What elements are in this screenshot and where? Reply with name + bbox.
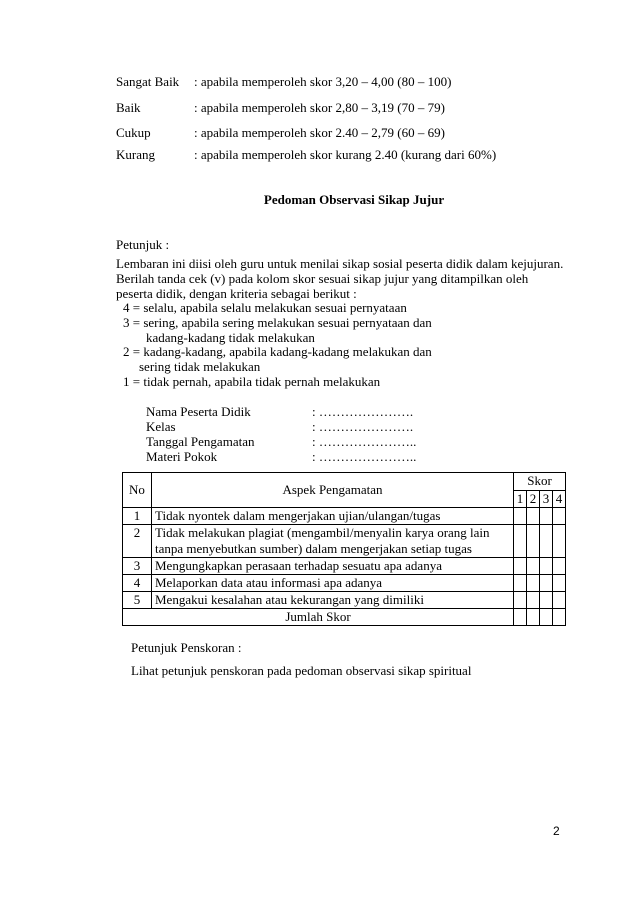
scale-line: 1 = tidak pernah, apabila tidak pernah melakukan <box>123 374 381 389</box>
table-header-row <box>123 473 566 491</box>
scale-line: 3 = sering, apabila sering melakukan sesuai pernyataan dan <box>123 315 432 330</box>
score-cell[interactable] <box>540 592 553 609</box>
page-number: 2 <box>553 824 560 838</box>
table-row <box>123 558 566 575</box>
score-cell[interactable] <box>527 575 540 592</box>
criteria-desc: : apabila memperoleh skor 2.40 – 2,79 (60 – 69) <box>194 125 445 140</box>
penskoran-text: Lihat petunjuk penskoran pada pedoman observasi sikap spiritual <box>131 663 472 678</box>
header-aspek: Aspek Pengamatan <box>152 473 514 508</box>
instruction-line: Lembaran ini diisi oleh guru untuk menilai sikap sosial peserta didik dalam kejujuran. <box>116 256 564 271</box>
score-cell[interactable] <box>553 575 566 592</box>
score-cell[interactable] <box>553 592 566 609</box>
score-cell[interactable] <box>553 508 566 525</box>
criteria-label: Cukup <box>116 125 151 140</box>
scale-line: 4 = selalu, apabila selalu melakukan sesuai pernyataan <box>123 300 407 315</box>
criteria-label: Kurang <box>116 147 155 162</box>
table-row <box>123 575 566 592</box>
scale-line: 2 = kadang-kadang, apabila kadang-kadang melakukan dan <box>123 344 432 359</box>
identity-value: : ………………….. <box>312 449 417 464</box>
row-no: 1 <box>123 508 152 525</box>
identity-label: Materi Pokok <box>146 449 218 464</box>
score-cell[interactable] <box>540 558 553 575</box>
row-no: 3 <box>123 558 152 575</box>
row-no: 5 <box>123 592 152 609</box>
score-cell[interactable] <box>553 558 566 575</box>
total-label: Jumlah Skor <box>123 609 514 626</box>
observation-table <box>122 472 566 626</box>
score-cell[interactable] <box>527 592 540 609</box>
page-title: Pedoman Observasi Sikap Jujur <box>263 192 445 207</box>
identity-label: Tanggal Pengamatan <box>146 434 255 449</box>
instruction-line: peserta didik, dengan kriteria sebagai berikut : <box>116 286 357 301</box>
score-cell[interactable] <box>540 575 553 592</box>
table-row <box>123 592 566 609</box>
header-no: No <box>123 473 152 508</box>
row-no: 2 <box>123 525 152 558</box>
criteria-label: Sangat Baik <box>116 74 180 89</box>
row-aspek: Tidak melakukan plagiat (mengambil/menyalin karya orang lain tanpa menyebutkan sumber) dalam mengerjakan setiap tugas <box>152 525 514 558</box>
table-row <box>123 508 566 525</box>
total-score-cell[interactable] <box>540 609 553 626</box>
criteria-desc: : apabila memperoleh skor 3,20 – 4,00 (80 – 100) <box>194 74 452 89</box>
total-score-cell[interactable] <box>527 609 540 626</box>
score-cell[interactable] <box>527 558 540 575</box>
table-row <box>123 525 566 558</box>
row-aspek: Mengungkapkan perasaan terhadap sesuatu apa adanya <box>152 558 514 575</box>
header-skor-2: 2 <box>527 490 540 508</box>
score-cell[interactable] <box>553 525 566 558</box>
criteria-desc: : apabila memperoleh skor 2,80 – 3,19 (70 – 79) <box>194 100 445 115</box>
score-cell[interactable] <box>540 508 553 525</box>
score-cell[interactable] <box>514 525 527 558</box>
scale-line: sering tidak melakukan <box>139 359 261 374</box>
petunjuk-label: Petunjuk : <box>116 237 170 252</box>
score-cell[interactable] <box>514 592 527 609</box>
identity-label: Kelas <box>146 419 176 434</box>
identity-value: : …………………. <box>312 419 414 434</box>
penskoran-label: Petunjuk Penskoran : <box>131 640 242 655</box>
header-skor-1: 1 <box>514 490 527 508</box>
score-cell[interactable] <box>527 525 540 558</box>
identity-value: : …………………. <box>312 404 414 419</box>
header-skor: Skor <box>514 473 566 491</box>
score-cell[interactable] <box>514 575 527 592</box>
header-skor-4: 4 <box>553 490 566 508</box>
table-total-row <box>123 609 566 626</box>
instruction-line: Berilah tanda cek (v) pada kolom skor sesuai sikap jujur yang ditampilkan oleh <box>116 271 529 286</box>
row-aspek: Mengakui kesalahan atau kekurangan yang dimiliki <box>152 592 514 609</box>
total-score-cell[interactable] <box>553 609 566 626</box>
score-cell[interactable] <box>527 508 540 525</box>
criteria-desc: : apabila memperoleh skor kurang 2.40 (kurang dari 60%) <box>194 147 497 162</box>
row-aspek: Tidak nyontek dalam mengerjakan ujian/ulangan/tugas <box>152 508 514 525</box>
score-cell[interactable] <box>514 558 527 575</box>
identity-label: Nama Peserta Didik <box>146 404 251 419</box>
header-skor-3: 3 <box>540 490 553 508</box>
identity-value: : ………………….. <box>312 434 417 449</box>
criteria-label: Baik <box>116 100 141 115</box>
scale-line: kadang-kadang tidak melakukan <box>146 330 315 345</box>
score-cell[interactable] <box>540 525 553 558</box>
row-no: 4 <box>123 575 152 592</box>
row-aspek: Melaporkan data atau informasi apa adanya <box>152 575 514 592</box>
total-score-cell[interactable] <box>514 609 527 626</box>
score-cell[interactable] <box>514 508 527 525</box>
